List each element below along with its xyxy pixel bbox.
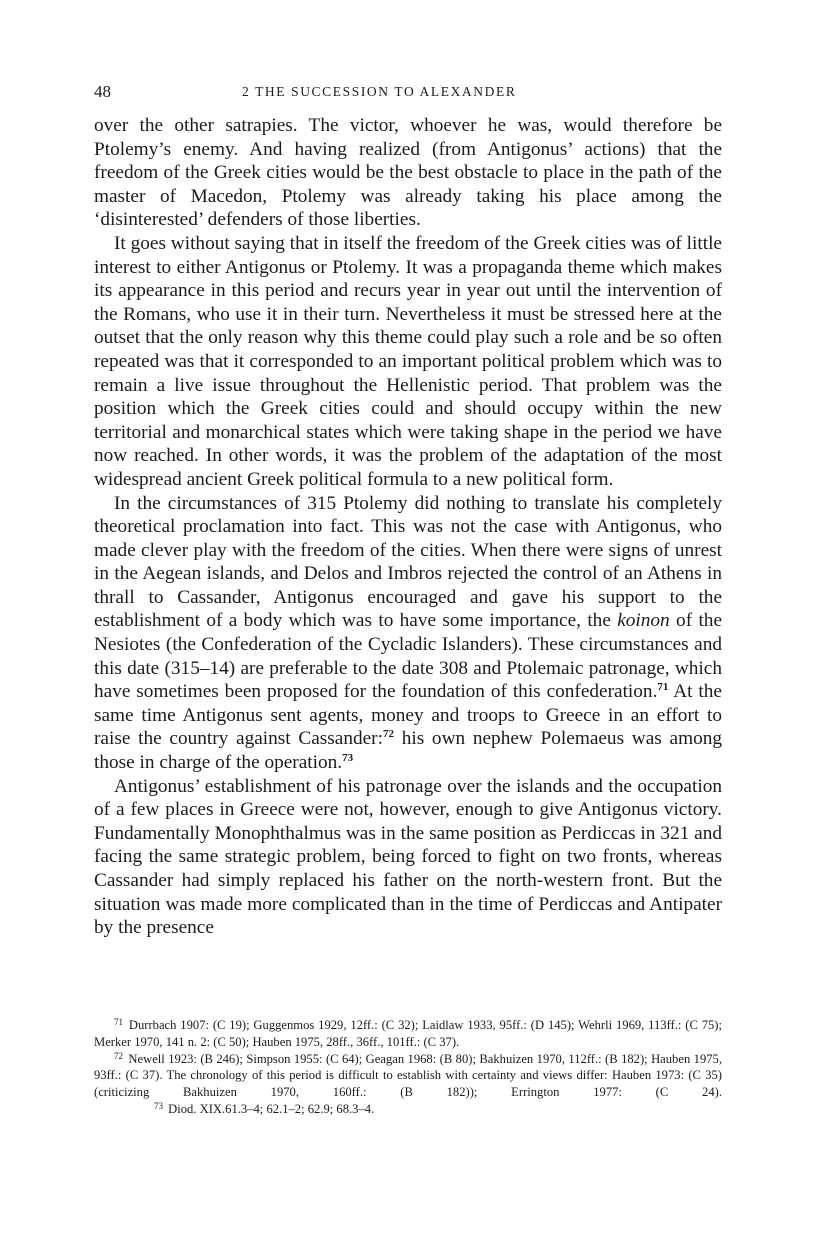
page-number: 48 bbox=[94, 82, 111, 101]
footnote bbox=[94, 1017, 722, 1051]
footnotes bbox=[94, 1017, 722, 1118]
running-head: 2 THE SUCCESSION TO ALEXANDER bbox=[242, 84, 517, 99]
italic-term-koinon: koinon bbox=[617, 610, 670, 632]
paragraph: It goes without saying that in itself the freedom of the Greek cities was of little interest to either Antigonus or Ptolemy. It was a propaganda theme which makes its appearance in this period and recurs year in year out until the intervention of the Romans, who use it in their turn. Nevertheless it must be stressed here at the outset that the only reason why this theme could play such a role and be so often repeated was that it corresponded to an important political problem which was to remain a live issue throughout the Hellenistic period. That problem was the position which the Greek cities could and should occupy within the new territorial and monarchical states which were taking shape in the period we have now reached. In other words, it was the problem of the adaptation of the most widespread ancient Greek political formula to a new political form. bbox=[94, 232, 722, 490]
footnote-inline bbox=[134, 1101, 374, 1118]
paragraph-text: In the circumstances of 315 Ptolemy did nothing to translate his completely theoretical proclamation into fact. This was not the case with Antigonus, who made clever play with the freedom of the cities. When there were signs of unrest in the Aegean islands, and Delos and Imbros rejected the control of an Athens in thrall to Cassander, Antigonus encouraged and gave his support to the establishment of a body which was to have some importance, the bbox=[94, 492, 722, 632]
paragraph bbox=[94, 492, 722, 775]
footnote-text: Durrbach 1907: (C 19); Guggenmos 1929, 12ff.: (C 32); Laidlaw 1933, 95ff.: (D 145); Wehrli 1969, 113ff.: (C 75); Merker 1970, 141 n. 2: (C 50); Hauben 1975, 28ff., 36ff., 101ff.: (C 37). bbox=[94, 1018, 722, 1049]
paragraph: Antigonus’ establishment of his patronage over the islands and the occupation of a few places in Greece were not, however, enough to give Antigonus victory. Fundamentally Monophthalmus was in the same position as Perdiccas in 321 and facing the same strategic problem, being forced to fight on two fronts, whereas Cassander had simply replaced his father on the north-western front. But the situation was made more complicated than in the time of Perdiccas and Antipater by the presence bbox=[94, 775, 722, 939]
paragraph-text: of the Nesiotes (the Confederation of the Cycladic Islanders). These circumstances and this date (315–14) are preferable to the date 308 and Ptolemaic patronage, which have sometimes been proposed for the foundation of this confederation. bbox=[94, 610, 722, 703]
paragraph: over the other satrapies. The victor, whoever he was, would therefore be Ptolemy’s enemy. And having realized (from Antigonus’ actions) that the freedom of the Greek cities would be the best obstacle to place in the path of the master of Macedon, Ptolemy was already taking his place among the ‘disinterested’ defenders of those liberties. bbox=[94, 115, 722, 231]
page-header bbox=[94, 82, 722, 108]
footnote-number: 72 bbox=[114, 1050, 123, 1061]
body-text bbox=[94, 114, 722, 940]
footnote-text: Newell 1923: (B 246); Simpson 1955: (C 64); Geagan 1968: (B 80); Bakhuizen 1970, 112ff.: (B 182); Hauben 1975, 93ff.: (C 37). The chronology of this period is difficult to establish with certainty and views differ: Hauben 1973: (C 35) (criticizing Bakhuizen 1970, 160ff.: (B 182)); Errington 1977: (C 24). bbox=[94, 1051, 722, 1100]
paragraph-text: At the same time Antigonus sent agents, money and troops to Greece in an effort to raise the country against Cassander: bbox=[94, 681, 722, 750]
footnote-reference: 71 bbox=[657, 681, 669, 694]
footnote-number: 73 bbox=[154, 1100, 163, 1111]
footnote-text: Diod. XIX.61.3–4; 62.1–2; 62.9; 68.3–4. bbox=[168, 1101, 375, 1116]
footnote-number: 71 bbox=[114, 1017, 123, 1027]
footnote bbox=[94, 1051, 722, 1118]
footnote-reference: 72 bbox=[382, 728, 394, 741]
footnote-reference: 73 bbox=[342, 752, 354, 765]
paragraph-text: his own nephew Polemaeus was among those in charge of the operation. bbox=[94, 728, 722, 774]
